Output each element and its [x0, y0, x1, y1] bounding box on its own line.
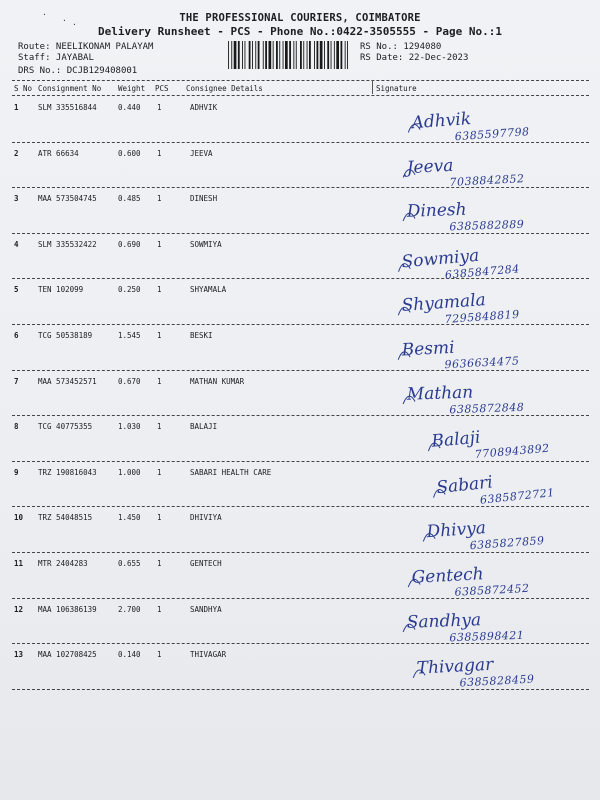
row-weight: 0.250 — [118, 285, 141, 295]
row-pcs: 1 — [157, 285, 162, 295]
barcode-bar — [303, 41, 304, 69]
row-sno: 12 — [14, 604, 24, 614]
row-sno: 8 — [14, 422, 19, 432]
row-consignee: GENTECH — [190, 559, 222, 568]
row-divider — [12, 506, 589, 507]
row-weight: 1.450 — [118, 513, 141, 523]
row-pcs: 1 — [157, 239, 162, 249]
svg-text:6385872452: 6385872452 — [454, 581, 530, 599]
barcode-bar — [324, 41, 325, 69]
row-divider — [12, 643, 589, 644]
row-consignment-no: TCG 40775355 — [38, 422, 93, 432]
barcode-bar — [228, 41, 229, 69]
row-sno: 7 — [14, 376, 19, 386]
barcode-bar — [331, 41, 332, 69]
row-pcs: 1 — [157, 650, 162, 660]
row-pcs: 1 — [157, 103, 162, 112]
signature-ink — [382, 242, 592, 282]
svg-text:6385872848: 6385872848 — [449, 400, 525, 416]
barcode-bar — [283, 41, 284, 69]
row-consignment-no: ATR 66634 — [38, 148, 79, 158]
row-consignee: BESKI — [190, 331, 213, 340]
col-header-pcs: PCS — [155, 84, 169, 93]
row-sno: 1 — [14, 103, 19, 112]
row-weight: 0.670 — [118, 376, 141, 386]
company-title: THE PROFESSIONAL COURIERS, COIMBATORE — [179, 12, 421, 24]
barcode-bar — [276, 41, 278, 69]
row-sno: 9 — [14, 467, 19, 477]
row-consignment-no: MAA 102708425 — [38, 650, 97, 660]
svg-text:Sowmiya: Sowmiya — [400, 245, 481, 273]
row-divider — [12, 142, 589, 143]
row-pcs: 1 — [157, 559, 162, 568]
handwritten-signature — [382, 561, 592, 601]
handwritten-signature — [382, 151, 592, 191]
svg-text:6385828459: 6385828459 — [459, 672, 535, 690]
signature-ink — [382, 424, 592, 464]
handwritten-signature — [382, 333, 592, 373]
row-divider — [12, 370, 589, 371]
signature-ink — [382, 470, 592, 510]
row-sno: 6 — [14, 331, 19, 340]
handwritten-signature — [382, 105, 592, 145]
barcode-bar — [279, 41, 280, 69]
row-pcs: 1 — [157, 376, 162, 386]
svg-text:6385827859: 6385827859 — [469, 534, 545, 553]
row-consignee: SANDHYA — [190, 604, 222, 614]
row-consignment-no: MAA 573504745 — [38, 194, 97, 204]
barcode-bar — [242, 41, 243, 69]
barcode-bar — [238, 41, 240, 69]
row-sno: 4 — [14, 239, 19, 249]
barcode-bar — [345, 41, 346, 69]
barcode-bar — [296, 41, 297, 69]
row-consignment-no: TCG 50538189 — [38, 331, 93, 340]
row-sno: 3 — [14, 194, 19, 204]
col-header-consignment: Consignment No — [38, 84, 102, 93]
row-weight: 0.440 — [118, 103, 141, 112]
signature-ink — [382, 333, 592, 373]
svg-text:Jeeva: Jeeva — [406, 155, 454, 178]
col-header-weight: Weight — [118, 84, 146, 93]
svg-text:7708943892: 7708943892 — [474, 441, 551, 462]
col-header-consignee: Consignee Details — [186, 84, 263, 93]
row-consignment-no: TEN 102099 — [38, 285, 84, 295]
svg-text:Sandhya: Sandhya — [406, 609, 482, 633]
barcode-bar — [263, 41, 264, 69]
barcode-bar — [307, 41, 308, 69]
row-consignee: DHIVIYA — [190, 513, 222, 523]
svg-text:6385847284: 6385847284 — [444, 261, 521, 282]
row-consignment-no: SLM 335516844 — [38, 103, 97, 112]
barcode-bar — [255, 41, 256, 69]
handwritten-signature — [382, 287, 592, 327]
row-weight: 1.030 — [118, 422, 141, 432]
rs-number: RS No.: 1294080 — [360, 42, 442, 52]
barcode-bar — [314, 41, 315, 69]
handwritten-signature — [382, 470, 592, 510]
svg-text:6385597798: 6385597798 — [454, 125, 531, 144]
handwritten-signature — [382, 424, 592, 464]
row-pcs: 1 — [157, 422, 162, 432]
barcode-bar — [249, 41, 251, 69]
handwritten-signature — [382, 242, 592, 282]
barcode-bar — [317, 41, 319, 69]
barcode-bar — [252, 41, 253, 69]
barcode-bar — [341, 41, 343, 69]
row-divider — [12, 552, 589, 553]
row-weight: 0.690 — [118, 239, 141, 249]
signature-ink — [382, 652, 592, 692]
svg-text:Besmi: Besmi — [401, 337, 456, 361]
row-pcs: 1 — [157, 331, 162, 340]
row-weight: 1.545 — [118, 331, 141, 340]
row-divider — [12, 415, 589, 416]
svg-text:Thivagar: Thivagar — [416, 654, 494, 679]
barcode-icon — [228, 41, 352, 69]
svg-text:Balaji: Balaji — [430, 427, 482, 452]
row-consignee: SHYAMALA — [190, 285, 227, 295]
svg-text:9636634475: 9636634475 — [444, 354, 520, 372]
svg-text:7295848819: 7295848819 — [444, 308, 521, 327]
row-divider — [12, 233, 589, 234]
row-consignee: SABARI HEALTH CARE — [190, 467, 272, 477]
row-sno: 13 — [14, 650, 24, 660]
signature-ink — [382, 379, 592, 419]
row-weight: 1.000 — [118, 467, 141, 477]
svg-text:Dhivya: Dhivya — [425, 518, 487, 543]
row-consignee: ADHVIK — [190, 103, 218, 112]
barcode-bar — [327, 41, 329, 69]
handwritten-signature — [382, 607, 592, 647]
drs-number: DRS No.: DCJB129408001 — [18, 66, 138, 76]
row-weight: 0.655 — [118, 559, 141, 568]
handwritten-signature — [382, 379, 592, 419]
svg-text:7038842852: 7038842852 — [449, 171, 525, 189]
row-weight: 2.700 — [118, 604, 141, 614]
barcode-bar — [289, 41, 291, 69]
barcode-bar — [347, 41, 348, 69]
row-consignee: BALAJI — [190, 422, 218, 432]
route-label: Route: NEELIKONAM PALAYAM — [18, 42, 154, 52]
paper-speck: . — [62, 14, 67, 23]
row-divider — [12, 187, 589, 188]
runsheet-subtitle: Delivery Runsheet - PCS - Phone No.:0422-3505555 - Page No.:1 — [98, 25, 502, 38]
row-weight: 0.140 — [118, 650, 141, 660]
col-header-sno: S No — [14, 84, 33, 93]
barcode-bar — [231, 41, 232, 69]
row-pcs: 1 — [157, 604, 162, 614]
row-consignee: SOWMIYA — [190, 239, 222, 249]
row-weight: 0.600 — [118, 148, 141, 158]
col-header-signature: Signature — [376, 84, 417, 93]
row-consignee: THIVAGAR — [190, 650, 227, 660]
row-sno: 2 — [14, 148, 19, 158]
row-consignee: DINESH — [190, 194, 218, 204]
svg-text:6385872721: 6385872721 — [479, 485, 556, 507]
barcode-bar — [334, 41, 335, 69]
row-consignment-no: SLM 335532422 — [38, 239, 97, 249]
signature-ink — [382, 561, 592, 601]
row-sno: 10 — [14, 513, 24, 523]
row-consignment-no: TRZ 190816043 — [38, 467, 97, 477]
row-weight: 0.485 — [118, 194, 141, 204]
barcode-bar — [336, 41, 339, 69]
signature-ink — [382, 105, 592, 145]
row-consignment-no: MTR 2404283 — [38, 559, 88, 568]
header-divider — [12, 80, 589, 81]
svg-text:Adhvik: Adhvik — [410, 109, 472, 134]
row-divider — [12, 461, 589, 462]
barcode-bar — [265, 41, 267, 69]
signature-ink — [382, 515, 592, 555]
row-consignee: MATHAN KUMAR — [190, 376, 245, 386]
column-separator — [372, 80, 373, 94]
barcode-bar — [269, 41, 272, 69]
paper-speck: . — [42, 8, 47, 17]
barcode-bar — [245, 41, 246, 69]
handwritten-signature — [382, 652, 592, 692]
svg-text:6385898421: 6385898421 — [449, 628, 525, 644]
barcode-bar — [309, 41, 311, 69]
svg-text:Sabari: Sabari — [435, 472, 494, 499]
svg-text:Dinesh: Dinesh — [406, 199, 467, 222]
row-divider — [12, 324, 589, 325]
svg-text:6385882889: 6385882889 — [449, 217, 525, 234]
row-sno: 11 — [14, 559, 24, 568]
row-pcs: 1 — [157, 467, 162, 477]
row-pcs: 1 — [157, 194, 162, 204]
handwritten-signature — [382, 515, 592, 555]
svg-text:Mathan: Mathan — [406, 382, 474, 405]
barcode-bar — [300, 41, 302, 69]
rs-date: RS Date: 22-Dec-2023 — [360, 53, 469, 63]
barcode-bar — [273, 41, 274, 69]
paper-speck: · — [72, 20, 77, 29]
barcode-bar — [320, 41, 323, 69]
header-bottom-divider — [12, 95, 589, 96]
svg-text:Gentech: Gentech — [411, 564, 485, 588]
row-pcs: 1 — [157, 513, 162, 523]
handwritten-signature — [382, 196, 592, 236]
svg-text:Shyamala: Shyamala — [401, 290, 487, 317]
row-consignment-no: MAA 106386139 — [38, 604, 97, 614]
barcode-bar — [285, 41, 288, 69]
staff-label: Staff: JAYABAL — [18, 53, 94, 63]
signature-ink — [382, 196, 592, 236]
row-sno: 5 — [14, 285, 19, 295]
barcode-bar — [234, 41, 237, 69]
row-pcs: 1 — [157, 148, 162, 158]
row-consignment-no: TRZ 54048515 — [38, 513, 93, 523]
row-consignment-no: MAA 573452571 — [38, 376, 97, 386]
signature-ink — [382, 607, 592, 647]
row-divider — [12, 598, 589, 599]
barcode-bar — [258, 41, 260, 69]
signature-ink — [382, 287, 592, 327]
barcode-bar — [293, 41, 294, 69]
row-consignee: JEEVA — [190, 148, 213, 158]
row-divider — [12, 689, 589, 690]
row-divider — [12, 278, 589, 279]
signature-ink — [382, 151, 592, 191]
